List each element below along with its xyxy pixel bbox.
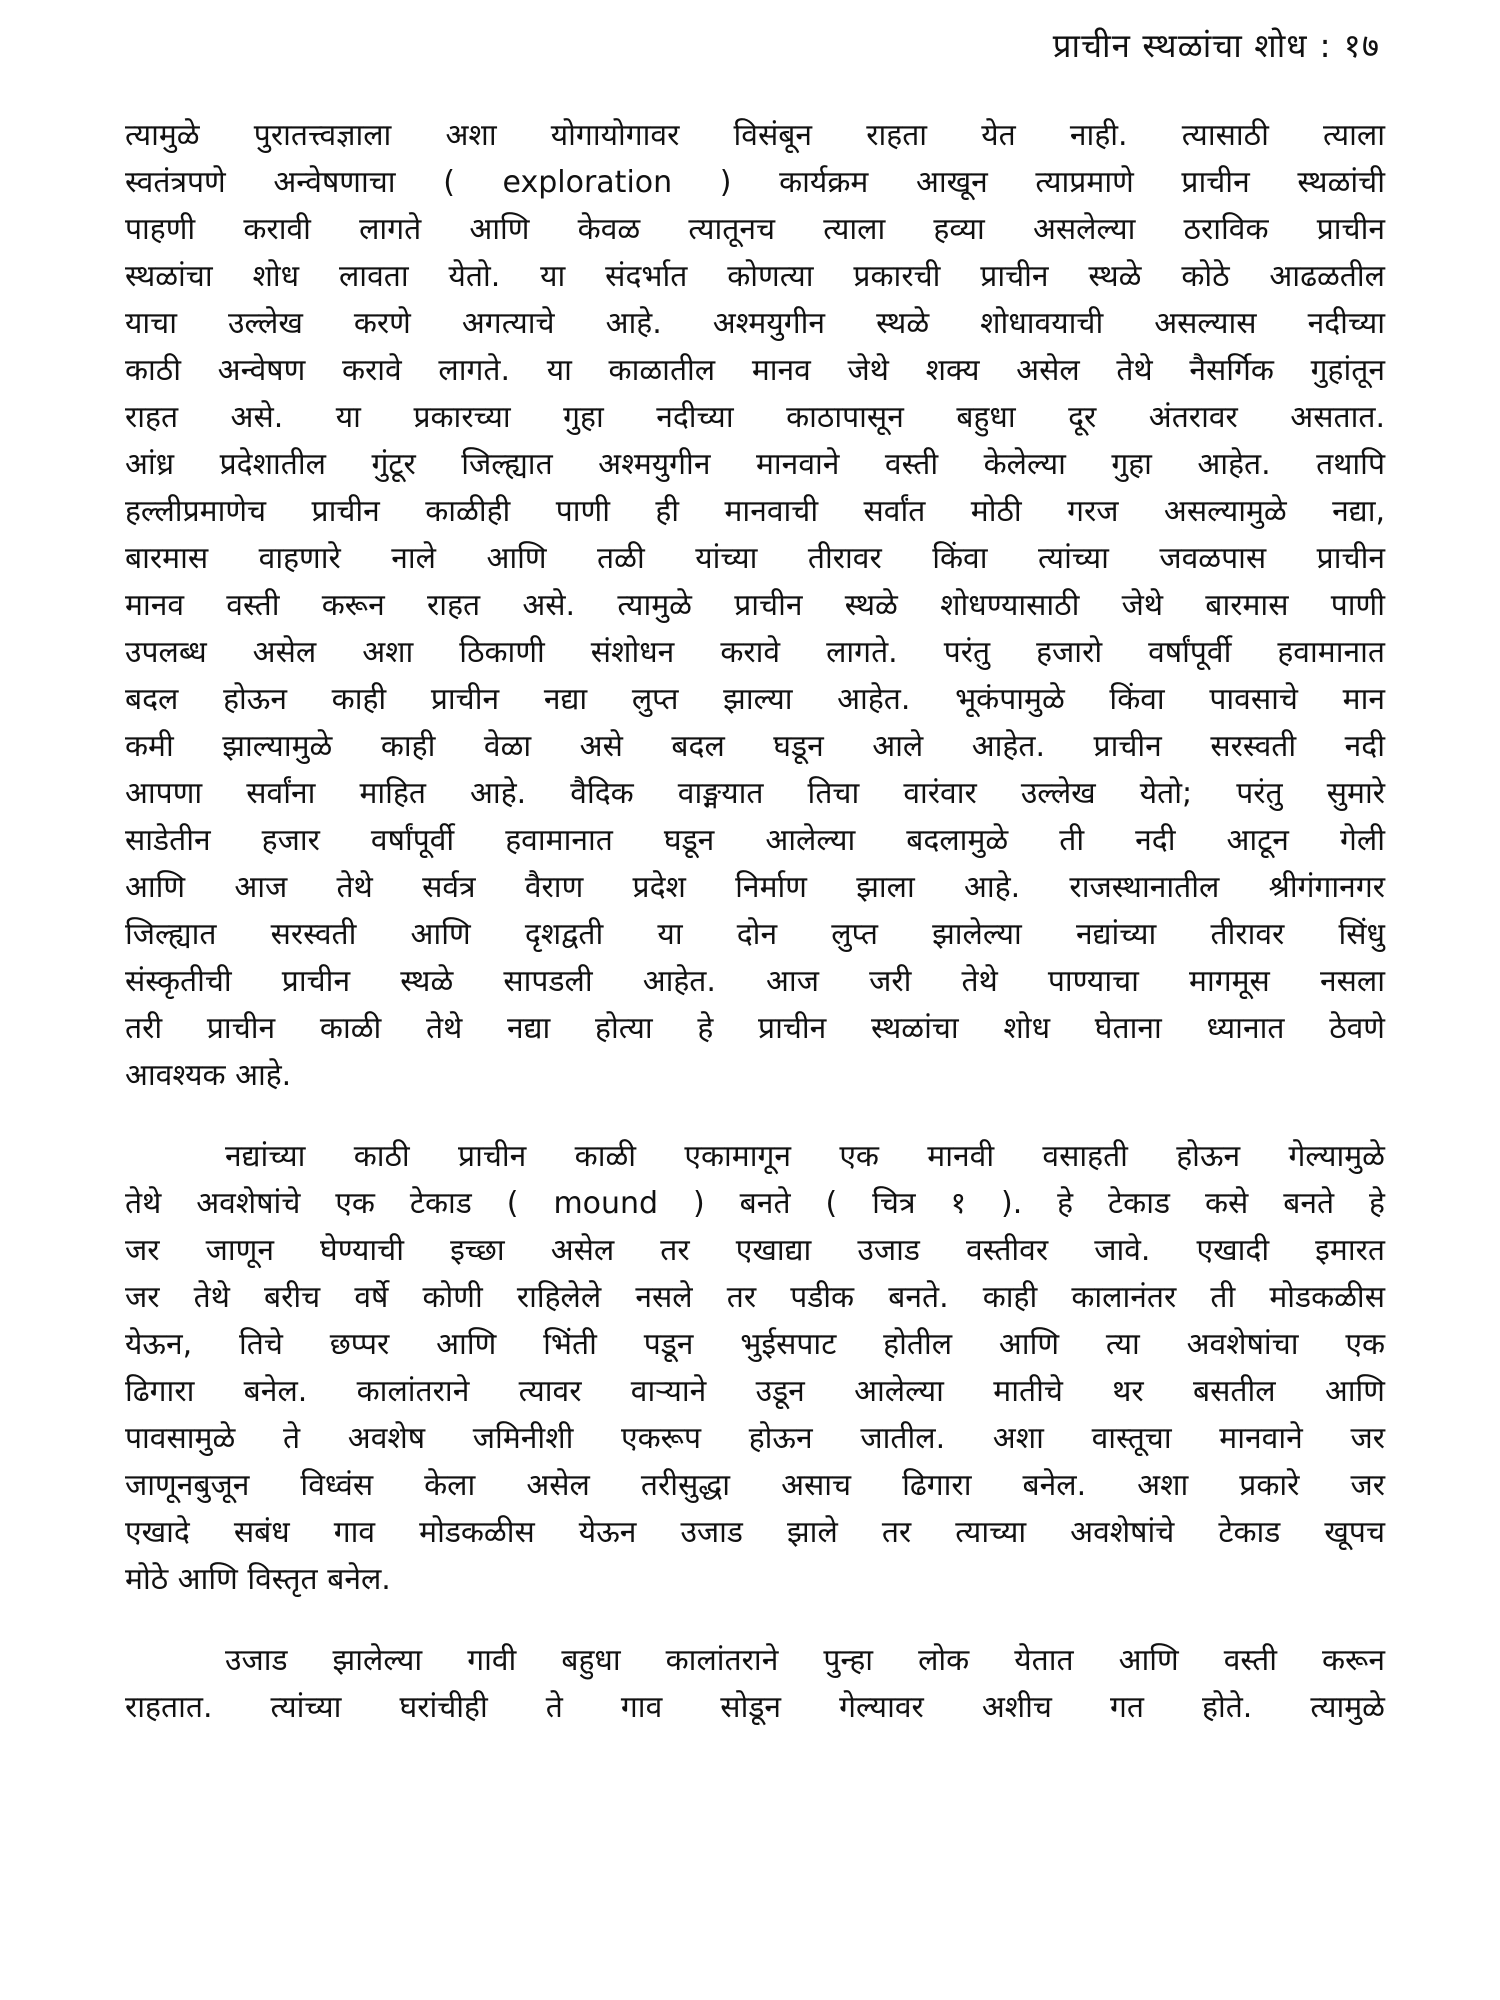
running-title: प्राचीन स्थळांचा शोध (1052, 26, 1308, 65)
page-number: १७ (1343, 26, 1380, 65)
text-line: राहत असे. या प्रकारच्या गुहा नदीच्या काठापासून बहुधा दूर अंतरावर असतात. (125, 400, 1385, 435)
text-line: जर तेथे बरीच वर्षे कोणी राहिलेले नसले तर पडीक बनते. काही कालानंतर ती मोडकळीस (125, 1280, 1385, 1315)
text-line: पावसामुळे ते अवशेष जमिनीशी एकरूप होऊन जातील. अशा वास्तूचा मानवाने जर (125, 1421, 1385, 1456)
running-header (1053, 22, 1380, 67)
paragraph-2 (125, 1133, 1385, 1603)
text-line: आंध्र प्रदेशातील गुंटूर जिल्ह्यात अश्मयुगीन मानवाने वस्ती केलेल्या गुहा आहेत. तथापि (125, 447, 1385, 482)
paragraph-3 (125, 1637, 1385, 1731)
text-line: ढिगारा बनेल. कालांतराने त्यावर वाऱ्याने उडून आलेल्या मातीचे थर बसतील आणि (125, 1374, 1385, 1409)
text-line: जर जाणून घेण्याची इच्छा असेल तर एखाद्या उजाड वस्तीवर जावे. एखादी इमारत (125, 1233, 1385, 1268)
text-line: हल्लीप्रमाणेच प्राचीन काळीही पाणी ही मानवाची सर्वांत मोठी गरज असल्यामुळे नद्या, (125, 494, 1385, 529)
text-line: याचा उल्लेख करणे अगत्याचे आहे. अश्मयुगीन स्थळे शोधावयाची असल्यास नदीच्या (125, 306, 1385, 341)
text-line: तरी प्राचीन काळी तेथे नद्या होत्या हे प्राचीन स्थळांचा शोध घेताना ध्यानात ठेवणे (125, 1011, 1385, 1046)
text-line: आणि आज तेथे सर्वत्र वैराण प्रदेश निर्माण झाला आहे. राजस्थानातील श्रीगंगानगर (125, 870, 1385, 905)
text-line: पाहणी करावी लागते आणि केवळ त्यातूनच त्याला हव्या असलेल्या ठराविक प्राचीन (125, 212, 1385, 247)
text-line: येऊन, तिचे छप्पर आणि भिंती पडून भुईसपाट होतील आणि त्या अवशेषांचा एक (125, 1327, 1385, 1362)
text-line: जाणूनबुजून विध्वंस केला असेल तरीसुद्धा असाच ढिगारा बनेल. अशा प्रकारे जर (125, 1468, 1385, 1503)
text-line: एखादे सबंध गाव मोडकळीस येऊन उजाड झाले तर त्याच्या अवशेषांचे टेकाड खूपच (125, 1515, 1385, 1550)
text-line: तेथे अवशेषांचे एक टेकाड ( mound ) बनते ( चित्र १ ). हे टेकाड कसे बनते हे (125, 1186, 1385, 1221)
header-separator: : (1319, 26, 1332, 65)
text-line: मोठे आणि विस्तृत बनेल. (125, 1562, 391, 1597)
text-line: स्थळांचा शोध लावता येतो. या संदर्भात कोणत्या प्रकारची प्राचीन स्थळे कोठे आढळतील (125, 259, 1385, 294)
text-line: काठी अन्वेषण करावे लागते. या काळातील मानव जेथे शक्य असेल तेथे नैसर्गिक गुहांतून (125, 353, 1385, 388)
text-line: राहतात. त्यांच्या घरांचीही ते गाव सोडून गेल्यावर अशीच गत होते. त्यामुळे (125, 1690, 1385, 1725)
text-line: साडेतीन हजार वर्षांपूर्वी हवामानात घडून आलेल्या बदलामुळे ती नदी आटून गेली (125, 823, 1385, 858)
text-line: बदल होऊन काही प्राचीन नद्या लुप्त झाल्या आहेत. भूकंपामुळे किंवा पावसाचे मान (125, 682, 1385, 717)
body-text (125, 112, 1385, 1731)
paragraph-1 (125, 112, 1385, 1099)
text-line: स्वतंत्रपणे अन्वेषणाचा ( exploration ) कार्यक्रम आखून त्याप्रमाणे प्राचीन स्थळांची (125, 165, 1385, 200)
text-line: नद्यांच्या काठी प्राचीन काळी एकामागून एक मानवी वसाहती होऊन गेल्यामुळे (225, 1139, 1385, 1174)
text-line: बारमास वाहणारे नाले आणि तळी यांच्या तीरावर किंवा त्यांच्या जवळपास प्राचीन (125, 541, 1385, 576)
text-line: उजाड झालेल्या गावी बहुधा कालांतराने पुन्हा लोक येतात आणि वस्ती करून (225, 1643, 1385, 1678)
text-line: जिल्ह्यात सरस्वती आणि दृशद्वती या दोन लुप्त झालेल्या नद्यांच्या तीरावर सिंधु (125, 917, 1385, 952)
text-line: आवश्यक आहे. (125, 1058, 292, 1093)
text-line: कमी झाल्यामुळे काही वेळा असे बदल घडून आले आहेत. प्राचीन सरस्वती नदी (125, 729, 1385, 764)
text-line: त्यामुळे पुरातत्त्वज्ञाला अशा योगायोगावर विसंबून राहता येत नाही. त्यासाठी त्याला (125, 118, 1385, 153)
text-line: संस्कृतीची प्राचीन स्थळे सापडली आहेत. आज जरी तेथे पाण्याचा मागमूस नसला (125, 964, 1385, 999)
text-line: मानव वस्ती करून राहत असे. त्यामुळे प्राचीन स्थळे शोधण्यासाठी जेथे बारमास पाणी (125, 588, 1385, 623)
text-line: उपलब्ध असेल अशा ठिकाणी संशोधन करावे लागते. परंतु हजारो वर्षांपूर्वी हवामानात (125, 635, 1385, 670)
text-line: आपणा सर्वांना माहित आहे. वैदिक वाङ्मयात तिचा वारंवार उल्लेख येतो; परंतु सुमारे (125, 776, 1385, 811)
